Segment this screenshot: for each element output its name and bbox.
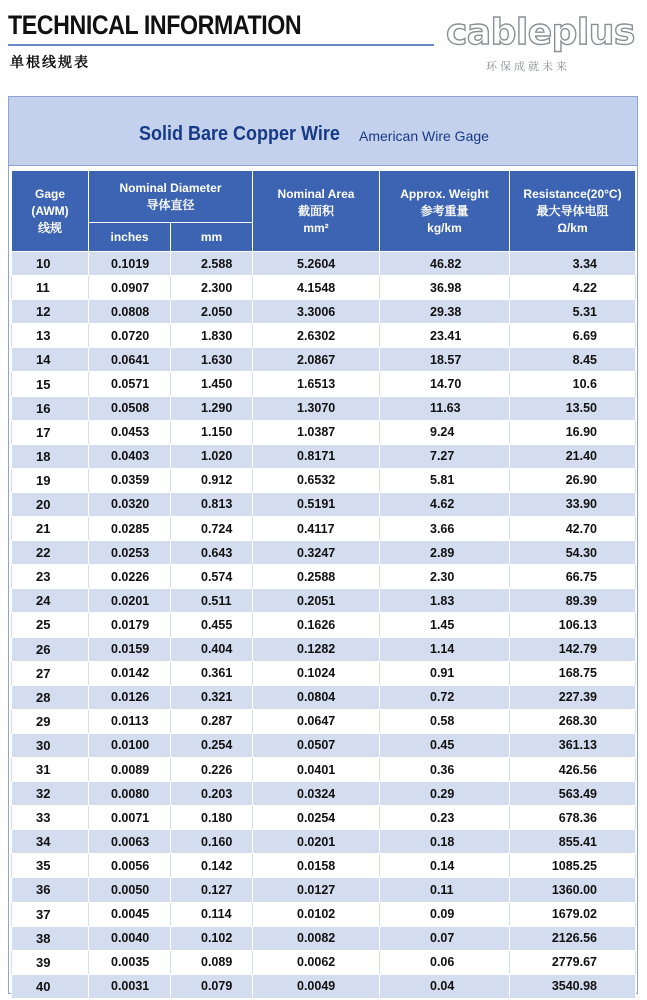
gage-cell: 12	[12, 300, 89, 324]
area-cell: 2.0867	[253, 348, 380, 372]
area-cell: 0.0507	[253, 733, 380, 757]
weight-cell: 0.18	[380, 830, 510, 854]
gage-cell: 33	[12, 806, 89, 830]
table-row	[12, 420, 636, 444]
table-row	[12, 276, 636, 300]
diameter-mm-cell: 1.020	[171, 444, 253, 468]
resistance-cell: 142.79	[510, 637, 636, 661]
header-resistance	[510, 171, 636, 252]
area-cell: 0.0201	[253, 830, 380, 854]
diameter-inches-cell: 0.0159	[89, 637, 171, 661]
diameter-mm-cell: 0.102	[171, 926, 253, 950]
weight-cell: 0.91	[380, 661, 510, 685]
area-cell: 0.0062	[253, 950, 380, 974]
table-row	[12, 685, 636, 709]
table-row	[12, 517, 636, 541]
gage-cell: 27	[12, 661, 89, 685]
weight-cell: 0.23	[380, 806, 510, 830]
diameter-inches-cell: 0.0253	[89, 541, 171, 565]
resistance-cell: 855.41	[510, 830, 636, 854]
header-gage-line2: (AWM)	[31, 203, 69, 218]
diameter-mm-cell: 0.254	[171, 733, 253, 757]
gage-cell: 35	[12, 854, 89, 878]
table-row	[12, 782, 636, 806]
resistance-cell: 227.39	[510, 685, 636, 709]
diameter-inches-cell: 0.0126	[89, 685, 171, 709]
diameter-mm-cell: 2.588	[171, 252, 253, 276]
gage-cell: 17	[12, 420, 89, 444]
table-row	[12, 324, 636, 348]
gage-cell: 25	[12, 613, 89, 637]
table-row	[12, 637, 636, 661]
gage-cell: 37	[12, 902, 89, 926]
diameter-inches-cell: 0.0320	[89, 492, 171, 516]
table-row	[12, 878, 636, 902]
gage-cell: 23	[12, 565, 89, 589]
header-gage-line1: Gage	[34, 186, 65, 201]
gage-cell: 14	[12, 348, 89, 372]
table-row	[12, 709, 636, 733]
weight-cell: 1.83	[380, 589, 510, 613]
diameter-inches-cell: 0.0031	[89, 974, 171, 998]
table-row	[12, 806, 636, 830]
gage-cell: 15	[12, 372, 89, 396]
gage-cell: 24	[12, 589, 89, 613]
diameter-inches-cell: 0.0403	[89, 444, 171, 468]
area-cell: 0.0254	[253, 806, 380, 830]
diameter-mm-cell: 0.127	[171, 878, 253, 902]
diameter-inches-cell: 0.0045	[89, 902, 171, 926]
diameter-inches-cell: 0.0056	[89, 854, 171, 878]
resistance-cell: 16.90	[510, 420, 636, 444]
diameter-mm-cell: 0.511	[171, 589, 253, 613]
brand-logo: cableplus	[446, 12, 635, 53]
gage-cell: 18	[12, 444, 89, 468]
gage-cell: 16	[12, 396, 89, 420]
resistance-cell: 361.13	[510, 733, 636, 757]
area-cell: 5.2604	[253, 252, 380, 276]
weight-cell: 9.24	[380, 420, 510, 444]
diameter-mm-cell: 1.450	[171, 372, 253, 396]
diameter-inches-cell: 0.0226	[89, 565, 171, 589]
resistance-cell: 1085.25	[510, 854, 636, 878]
table-body	[12, 252, 636, 999]
header-weight-line2: 参考重量	[420, 203, 469, 218]
table-row	[12, 252, 636, 276]
diameter-mm-cell: 1.290	[171, 396, 253, 420]
gage-cell: 28	[12, 685, 89, 709]
gage-cell: 19	[12, 468, 89, 492]
diameter-inches-cell: 0.0142	[89, 661, 171, 685]
gage-cell: 10	[12, 252, 89, 276]
wire-gauge-table	[11, 170, 636, 999]
table-row	[12, 565, 636, 589]
diameter-mm-cell: 0.724	[171, 517, 253, 541]
weight-cell: 0.58	[380, 709, 510, 733]
weight-cell: 0.04	[380, 974, 510, 998]
diameter-inches-cell: 0.0040	[89, 926, 171, 950]
diameter-inches-cell: 0.0359	[89, 468, 171, 492]
resistance-cell: 3540.98	[510, 974, 636, 998]
table-row	[12, 902, 636, 926]
brand-tagline: 环保成就未来	[486, 60, 570, 73]
resistance-cell: 89.39	[510, 589, 636, 613]
gage-cell: 13	[12, 324, 89, 348]
page-subtitle: 单根线规表	[10, 55, 90, 71]
gage-cell: 21	[12, 517, 89, 541]
table-row	[12, 372, 636, 396]
diameter-mm-cell: 0.079	[171, 974, 253, 998]
table-row	[12, 661, 636, 685]
table-row	[12, 300, 636, 324]
diameter-mm-cell: 0.114	[171, 902, 253, 926]
table-row	[12, 348, 636, 372]
diameter-inches-cell: 0.0089	[89, 757, 171, 781]
gage-cell: 40	[12, 974, 89, 998]
weight-cell: 46.82	[380, 252, 510, 276]
table-row	[12, 974, 636, 998]
table-row	[12, 757, 636, 781]
header-area-line3: mm²	[303, 220, 329, 235]
weight-cell: 14.70	[380, 372, 510, 396]
header-diameter	[89, 171, 253, 223]
resistance-cell: 10.6	[510, 372, 636, 396]
resistance-cell: 5.31	[510, 300, 636, 324]
resistance-cell: 268.30	[510, 709, 636, 733]
header-weight-line1: Approx. Weight	[400, 186, 489, 201]
diameter-mm-cell: 2.050	[171, 300, 253, 324]
header-area-line1: Nominal Area	[277, 186, 355, 201]
area-cell: 0.0127	[253, 878, 380, 902]
diameter-mm-cell: 0.455	[171, 613, 253, 637]
diameter-inches-cell: 0.0050	[89, 878, 171, 902]
resistance-cell: 426.56	[510, 757, 636, 781]
diameter-mm-cell: 2.300	[171, 276, 253, 300]
resistance-cell: 2126.56	[510, 926, 636, 950]
weight-cell: 11.63	[380, 396, 510, 420]
diameter-inches-cell: 0.0808	[89, 300, 171, 324]
resistance-cell: 13.50	[510, 396, 636, 420]
table-row	[12, 950, 636, 974]
area-cell: 0.0401	[253, 757, 380, 781]
header-diameter-line2: 导体直径	[146, 197, 195, 212]
header-gage-line3: 线规	[37, 220, 62, 235]
area-cell: 0.2051	[253, 589, 380, 613]
diameter-mm-cell: 0.287	[171, 709, 253, 733]
diameter-inches-cell: 0.0071	[89, 806, 171, 830]
diameter-mm-cell: 0.203	[171, 782, 253, 806]
weight-cell: 0.29	[380, 782, 510, 806]
table-row	[12, 926, 636, 950]
resistance-cell: 1679.02	[510, 902, 636, 926]
diameter-mm-cell: 0.813	[171, 492, 253, 516]
resistance-cell: 678.36	[510, 806, 636, 830]
area-cell: 1.3070	[253, 396, 380, 420]
diameter-inches-cell: 0.0453	[89, 420, 171, 444]
weight-cell: 0.45	[380, 733, 510, 757]
table-row	[12, 444, 636, 468]
weight-cell: 0.72	[380, 685, 510, 709]
area-cell: 0.0082	[253, 926, 380, 950]
table-row	[12, 541, 636, 565]
page-title: TECHNICAL INFORMATION	[8, 10, 302, 40]
resistance-cell: 6.69	[510, 324, 636, 348]
diameter-inches-cell: 0.0641	[89, 348, 171, 372]
resistance-cell: 3.34	[510, 252, 636, 276]
resistance-cell: 21.40	[510, 444, 636, 468]
diameter-mm-cell: 0.643	[171, 541, 253, 565]
table-row	[12, 468, 636, 492]
table-row	[12, 733, 636, 757]
resistance-cell: 66.75	[510, 565, 636, 589]
header-mm: mm	[171, 223, 253, 252]
diameter-mm-cell: 0.226	[171, 757, 253, 781]
table-row	[12, 492, 636, 516]
diameter-inches-cell: 0.0571	[89, 372, 171, 396]
resistance-cell: 106.13	[510, 613, 636, 637]
diameter-mm-cell: 0.160	[171, 830, 253, 854]
gage-cell: 11	[12, 276, 89, 300]
resistance-cell: 26.90	[510, 468, 636, 492]
weight-cell: 0.09	[380, 902, 510, 926]
area-cell: 0.0804	[253, 685, 380, 709]
area-cell: 0.8171	[253, 444, 380, 468]
weight-cell: 3.66	[380, 517, 510, 541]
diameter-mm-cell: 0.142	[171, 854, 253, 878]
weight-cell: 5.81	[380, 468, 510, 492]
table-row	[12, 854, 636, 878]
area-cell: 1.6513	[253, 372, 380, 396]
resistance-cell: 33.90	[510, 492, 636, 516]
weight-cell: 36.98	[380, 276, 510, 300]
gage-cell: 39	[12, 950, 89, 974]
gage-cell: 31	[12, 757, 89, 781]
area-cell: 0.2588	[253, 565, 380, 589]
weight-cell: 2.30	[380, 565, 510, 589]
area-cell: 0.6532	[253, 468, 380, 492]
diameter-mm-cell: 0.912	[171, 468, 253, 492]
diameter-mm-cell: 1.830	[171, 324, 253, 348]
header-area-line2: 截面积	[297, 203, 334, 218]
diameter-inches-cell: 0.1019	[89, 252, 171, 276]
weight-cell: 4.62	[380, 492, 510, 516]
diameter-mm-cell: 0.361	[171, 661, 253, 685]
weight-cell: 2.89	[380, 541, 510, 565]
gage-cell: 22	[12, 541, 89, 565]
diameter-inches-cell: 0.0508	[89, 396, 171, 420]
area-cell: 0.0049	[253, 974, 380, 998]
area-cell: 0.4117	[253, 517, 380, 541]
header-area	[253, 171, 380, 252]
diameter-inches-cell: 0.0201	[89, 589, 171, 613]
resistance-cell: 8.45	[510, 348, 636, 372]
diameter-mm-cell: 0.321	[171, 685, 253, 709]
weight-cell: 0.11	[380, 878, 510, 902]
area-cell: 1.0387	[253, 420, 380, 444]
header-weight	[380, 171, 510, 252]
area-cell: 4.1548	[253, 276, 380, 300]
area-cell: 0.0647	[253, 709, 380, 733]
weight-cell: 0.36	[380, 757, 510, 781]
area-cell: 3.3006	[253, 300, 380, 324]
header-diameter-line1: Nominal Diameter	[119, 180, 222, 195]
diameter-inches-cell: 0.0080	[89, 782, 171, 806]
diameter-mm-cell: 0.180	[171, 806, 253, 830]
header-resistance-line3: Ω/km	[557, 220, 588, 235]
weight-cell: 1.45	[380, 613, 510, 637]
diameter-inches-cell: 0.0179	[89, 613, 171, 637]
resistance-cell: 54.30	[510, 541, 636, 565]
diameter-inches-cell: 0.0720	[89, 324, 171, 348]
title-rule	[8, 44, 434, 46]
gage-cell: 30	[12, 733, 89, 757]
area-cell: 0.1626	[253, 613, 380, 637]
table-row	[12, 396, 636, 420]
weight-cell: 29.38	[380, 300, 510, 324]
gage-cell: 20	[12, 492, 89, 516]
area-cell: 0.0324	[253, 782, 380, 806]
diameter-mm-cell: 0.404	[171, 637, 253, 661]
header-weight-line3: kg/km	[427, 220, 462, 235]
weight-cell: 7.27	[380, 444, 510, 468]
area-cell: 0.1282	[253, 637, 380, 661]
resistance-cell: 1360.00	[510, 878, 636, 902]
header-gage	[12, 171, 89, 252]
resistance-cell: 2779.67	[510, 950, 636, 974]
gage-cell: 29	[12, 709, 89, 733]
diameter-inches-cell: 0.0063	[89, 830, 171, 854]
diameter-mm-cell: 0.574	[171, 565, 253, 589]
diameter-mm-cell: 1.150	[171, 420, 253, 444]
table-banner	[8, 96, 638, 166]
gage-cell: 38	[12, 926, 89, 950]
diameter-inches-cell: 0.0035	[89, 950, 171, 974]
diameter-mm-cell: 1.630	[171, 348, 253, 372]
weight-cell: 23.41	[380, 324, 510, 348]
weight-cell: 18.57	[380, 348, 510, 372]
gage-cell: 34	[12, 830, 89, 854]
area-cell: 0.3247	[253, 541, 380, 565]
resistance-cell: 168.75	[510, 661, 636, 685]
area-cell: 0.0102	[253, 902, 380, 926]
weight-cell: 0.06	[380, 950, 510, 974]
gage-cell: 36	[12, 878, 89, 902]
header-resistance-line1: Resistance(20°C)	[523, 186, 622, 201]
weight-cell: 0.14	[380, 854, 510, 878]
resistance-cell: 563.49	[510, 782, 636, 806]
diameter-inches-cell: 0.0113	[89, 709, 171, 733]
table-row	[12, 613, 636, 637]
table-row	[12, 830, 636, 854]
diameter-inches-cell: 0.0285	[89, 517, 171, 541]
header-resistance-line2: 最大导体电阻	[536, 203, 609, 218]
weight-cell: 1.14	[380, 637, 510, 661]
banner-title: Solid Bare Copper Wire	[139, 123, 340, 145]
area-cell: 0.0158	[253, 854, 380, 878]
area-cell: 0.5191	[253, 492, 380, 516]
diameter-inches-cell: 0.0100	[89, 733, 171, 757]
area-cell: 2.6302	[253, 324, 380, 348]
banner-subtitle: American Wire Gage	[359, 128, 489, 144]
resistance-cell: 4.22	[510, 276, 636, 300]
diameter-mm-cell: 0.089	[171, 950, 253, 974]
diameter-inches-cell: 0.0907	[89, 276, 171, 300]
weight-cell: 0.07	[380, 926, 510, 950]
resistance-cell: 42.70	[510, 517, 636, 541]
gage-cell: 32	[12, 782, 89, 806]
table-row	[12, 589, 636, 613]
header-inches: inches	[89, 223, 171, 252]
gage-cell: 26	[12, 637, 89, 661]
area-cell: 0.1024	[253, 661, 380, 685]
